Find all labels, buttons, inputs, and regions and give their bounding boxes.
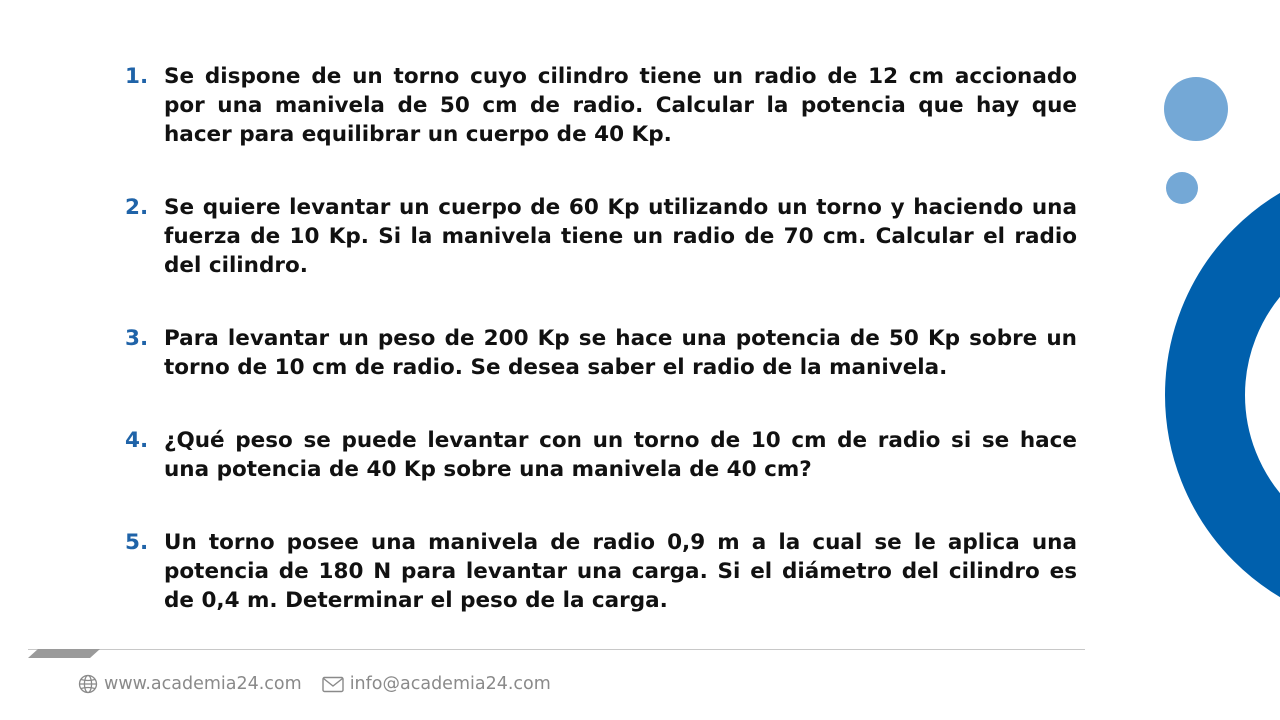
exercise-text: Se quiere levantar un cuerpo de 60 Kp utilizando un torno y haciendo una fuerza de 10 Kp. Si la manivela tiene un radio de 70 cm. Calcular el radio del cilindro. xyxy=(164,195,1077,278)
exercise-text: Un torno posee una manivela de radio 0,9 m a la cual se le aplica una potencia de 180 N para levantar una carga. Si el diámetro del cilindro es de 0,4 m. Determinar el peso de la carga. xyxy=(164,530,1077,613)
exercise-item xyxy=(125,324,1077,382)
decorative-ring xyxy=(1165,160,1280,630)
email-link[interactable]: info@academia24.com xyxy=(349,674,551,694)
footer-divider xyxy=(28,649,1085,650)
exercise-text: ¿Qué peso se puede levantar con un torno de 10 cm de radio si se hace una potencia de 40 Kp sobre una manivela de 40 cm? xyxy=(164,428,1077,482)
exercise-number: 3. xyxy=(125,326,149,351)
exercise-number: 4. xyxy=(125,428,149,453)
exercise-item xyxy=(125,528,1077,615)
exercise-item xyxy=(125,62,1077,149)
website-contact[interactable] xyxy=(78,674,302,694)
footer-accent-stripe xyxy=(28,649,100,658)
exercise-text: Para levantar un peso de 200 Kp se hace una potencia de 50 Kp sobre un torno de 10 cm de radio. Se desea saber el radio de la manivela. xyxy=(164,326,1077,380)
exercise-list xyxy=(125,62,1077,659)
exercise-item xyxy=(125,426,1077,484)
globe-icon xyxy=(78,674,98,694)
exercise-number: 1. xyxy=(125,64,149,89)
exercise-text: Se dispone de un torno cuyo cilindro tiene un radio de 12 cm accionado por una manivela de 50 cm de radio. Calcular la potencia que hay que hacer para equilibrar un cuerpo de 40 Kp. xyxy=(164,64,1077,147)
envelope-icon xyxy=(322,676,344,693)
footer-contacts xyxy=(78,674,551,694)
email-contact[interactable] xyxy=(322,674,551,694)
exercise-number: 2. xyxy=(125,195,149,220)
decorative-circle-small xyxy=(1166,172,1198,204)
website-link[interactable]: www.academia24.com xyxy=(104,674,302,694)
exercise-number: 5. xyxy=(125,530,149,555)
exercise-item xyxy=(125,193,1077,280)
decorative-circle-large xyxy=(1164,77,1228,141)
